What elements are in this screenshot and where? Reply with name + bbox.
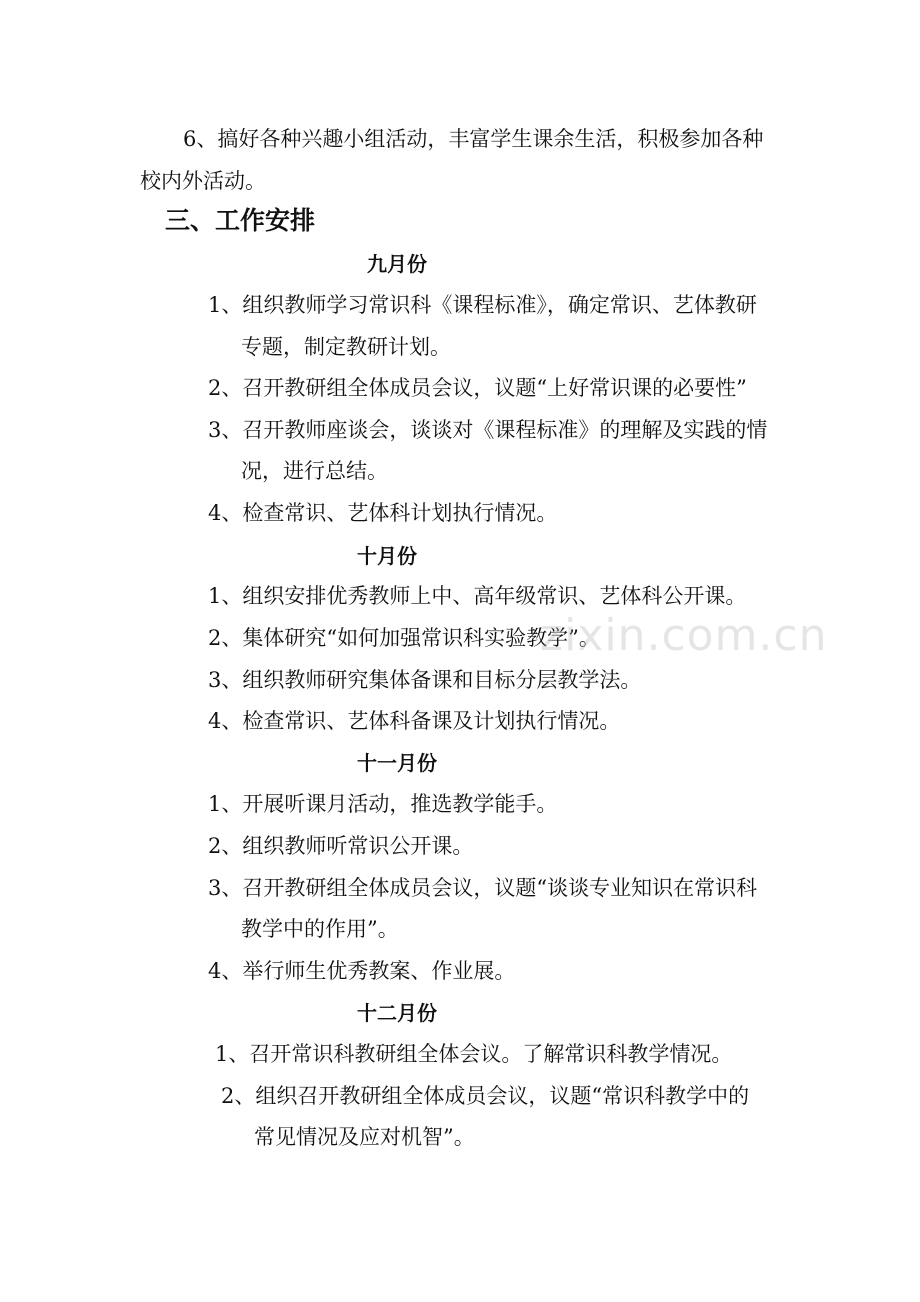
item-6-line-2: 校内外活动。 <box>140 169 266 193</box>
list-item: 1、组织安排优秀教师上中、高年级常识、艺体科公开课。 <box>208 584 747 608</box>
list-item: 3、召开教研组全体成员会议，议题“谈谈专业知识在常识科 <box>208 876 758 900</box>
list-item: 4、检查常识、艺体科备课及计划执行情况。 <box>208 709 621 733</box>
list-item: 2、组织教师听常识公开课。 <box>208 834 474 858</box>
item-6-line-1: 6、搞好各种兴趣小组活动，丰富学生课余生活，积极参加各种 <box>183 127 764 151</box>
list-item-continuation: 专题，制定教研计划。 <box>241 335 451 359</box>
list-item-continuation: 况，进行总结。 <box>241 459 388 483</box>
list-item: 4、检查常识、艺体科计划执行情况。 <box>208 501 558 525</box>
list-item: 2、集体研究“如何加强常识科实验教学”。 <box>208 626 600 650</box>
list-item: 2、组织召开教研组全体成员会议，议题“常识科教学中的 <box>221 1084 750 1108</box>
list-item: 4、举行师生优秀教案、作业展。 <box>208 959 516 983</box>
section-title: 三、工作安排 <box>165 206 316 235</box>
list-item: 3、组织教师研究集体备课和目标分层教学法。 <box>208 668 642 692</box>
month-title-september: 九月份 <box>367 252 427 276</box>
list-item: 1、召开常识科教研组全体会议。了解常识科教学情况。 <box>215 1042 733 1066</box>
list-item: 1、开展听课月活动，推选教学能手。 <box>208 792 558 816</box>
list-item-continuation: 教学中的作用”。 <box>241 917 399 941</box>
month-title-october: 十月份 <box>357 544 417 568</box>
list-item: 2、召开教研组全体成员会议，议题“上好常识课的必要性” <box>208 376 747 400</box>
month-title-december: 十二月份 <box>357 1001 437 1025</box>
list-item: 1、组织教师学习常识科《课程标准》，确定常识、艺体教研 <box>208 293 757 317</box>
month-title-november: 十一月份 <box>357 751 437 775</box>
list-item-continuation: 常见情况及应对机智”。 <box>254 1125 475 1149</box>
watermark: zixin.com.cn <box>540 610 828 661</box>
list-item: 3、召开教师座谈会，谈谈对《课程标准》的理解及实践的情 <box>208 418 768 442</box>
